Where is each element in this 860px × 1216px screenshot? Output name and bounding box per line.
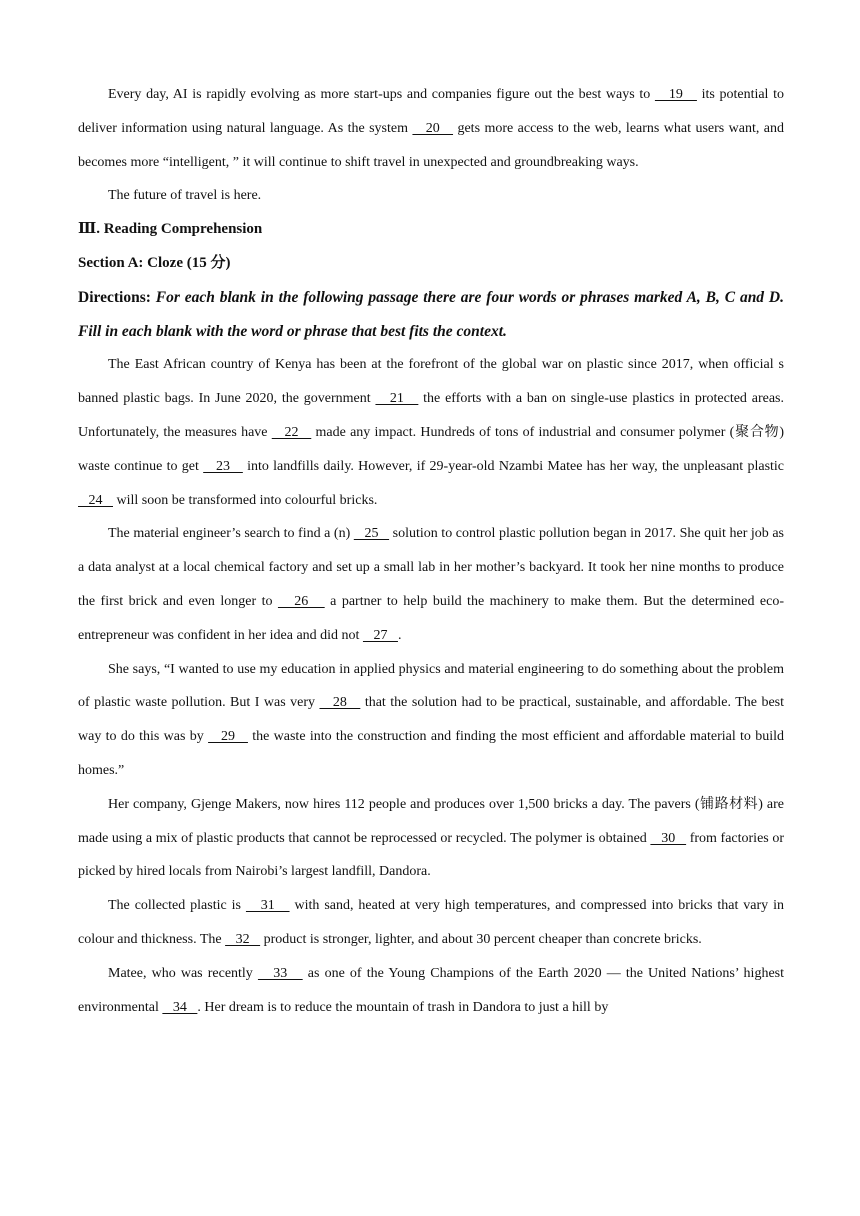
- answer-blank: 32: [225, 931, 261, 947]
- directions-text: For each blank in the following passage there are four words or phrases marked A, B, C and D. Fill in each blank with the word or phrase that best fits the context.: [78, 288, 784, 340]
- subsection-title: Section A: Cloze (15 分): [78, 254, 231, 271]
- paragraph-text: product is stronger, lighter, and about 30 percent cheaper than concrete bricks.: [260, 931, 702, 947]
- paragraph-text: . Her dream is to reduce the mountain of trash in Dandora to just a hill by: [197, 999, 609, 1015]
- paragraph: [78, 348, 784, 517]
- paragraph-text: Her company, Gjenge Makers, now hires 112 people and produces over 1,500 bricks a day. The pavers (铺路材料) are made using a mix of plastic products that cannot be reprocessed or recycled. The polymer is obtained: [78, 796, 784, 846]
- answer-blank: 25: [353, 526, 390, 542]
- paragraph: [78, 788, 784, 889]
- paragraph-text: that the solution had to be practical, sustainable, and affordable. The best way to do this was by: [78, 695, 785, 745]
- intro-paragraphs: [78, 78, 784, 213]
- paragraph-text: from factories or picked by hired locals from Nairobi’s largest landfill, Dandora.: [78, 830, 785, 880]
- answer-blank: 26: [277, 593, 325, 609]
- paragraph-text: the waste into the construction and finding the most efficient and affordable material to build homes.”: [78, 729, 785, 778]
- paragraph-text: Matee, who was recently: [108, 965, 258, 981]
- paragraph-text: .: [397, 627, 402, 643]
- answer-blank: 28: [319, 695, 361, 711]
- paragraph-text: with sand, heated at very high temperatures, and compressed into bricks that vary in colour and thickness. The: [78, 898, 784, 947]
- paragraph-text: into landfills daily. However, if 29-year-old Nzambi Matee has her way, the unpleasant plastic: [242, 458, 785, 474]
- cloze-passage: [78, 348, 784, 1024]
- answer-blank: 22: [271, 424, 312, 440]
- paragraph: [78, 78, 784, 179]
- paragraph: [78, 179, 784, 213]
- answer-blank: 30: [650, 830, 687, 846]
- answer-blank: 29: [208, 729, 248, 745]
- paragraph: [78, 957, 784, 1025]
- paragraph: [78, 653, 784, 788]
- paragraph-text: The future of travel is here.: [108, 188, 262, 204]
- paragraph-text: made any impact. Hundreds of tons of industrial and consumer polymer (聚合物) waste continue to get: [78, 424, 785, 474]
- directions: [78, 281, 784, 349]
- paragraph-text: The collected plastic is: [108, 898, 246, 914]
- paragraph-text: The material engineer’s search to find a (n): [108, 526, 354, 542]
- answer-blank: 27: [362, 627, 398, 643]
- paragraph-text: The East African country of Kenya has been at the forefront of the global war on plastic since 2017, when official s banned plastic bags. In June 2020, the government: [78, 357, 784, 407]
- paragraph-text: Every day, AI is rapidly evolving as more start-ups and companies figure out the best ways to: [108, 87, 655, 102]
- directions-label: Directions:: [78, 288, 156, 306]
- paragraph-text: gets more access to the web, learns what users want, and becomes more “intelligent, ” it will continue to shift travel in unexpected and groundbreaking ways.: [78, 120, 785, 170]
- answer-blank: 33: [257, 965, 303, 981]
- answer-blank: 34: [162, 999, 198, 1015]
- paragraph-text: will soon be transformed into colourful bricks.: [113, 492, 378, 508]
- answer-blank: 19: [654, 87, 697, 102]
- answer-blank: 31: [245, 898, 290, 914]
- paragraph-text: as one of the Young Champions of the Earth 2020 — the United Nations’ highest environmental: [78, 965, 784, 1015]
- paragraph-text: a partner to help build the machinery to make them. But the determined eco-entrepreneur was confident in her idea and did not: [78, 593, 785, 643]
- paragraph-text: the efforts with a ban on single-use plastics in protected areas. Unfortunately, the measures have: [78, 391, 784, 440]
- answer-blank: 21: [375, 391, 419, 407]
- answer-blank: 20: [412, 120, 454, 136]
- answer-blank: 24: [78, 492, 113, 508]
- paragraph: [78, 517, 784, 652]
- paragraph: [78, 889, 784, 957]
- answer-blank: 23: [203, 458, 243, 474]
- section-title: Ⅲ. Reading Comprehension: [78, 221, 263, 238]
- paragraph-text: solution to control plastic pollution began in 2017. She quit her job as a data analyst at a local chemical factory and set up a small lab in her mother’s backyard. It took her nine months to produce the first brick and even longer to: [78, 526, 785, 609]
- paragraph-text: She says, “I wanted to use my education in applied physics and material engineering to do something about the problem of plastic waste pollution. But I was very: [78, 661, 784, 711]
- paragraph-text: its potential to deliver information using natural language. As the system: [78, 87, 785, 136]
